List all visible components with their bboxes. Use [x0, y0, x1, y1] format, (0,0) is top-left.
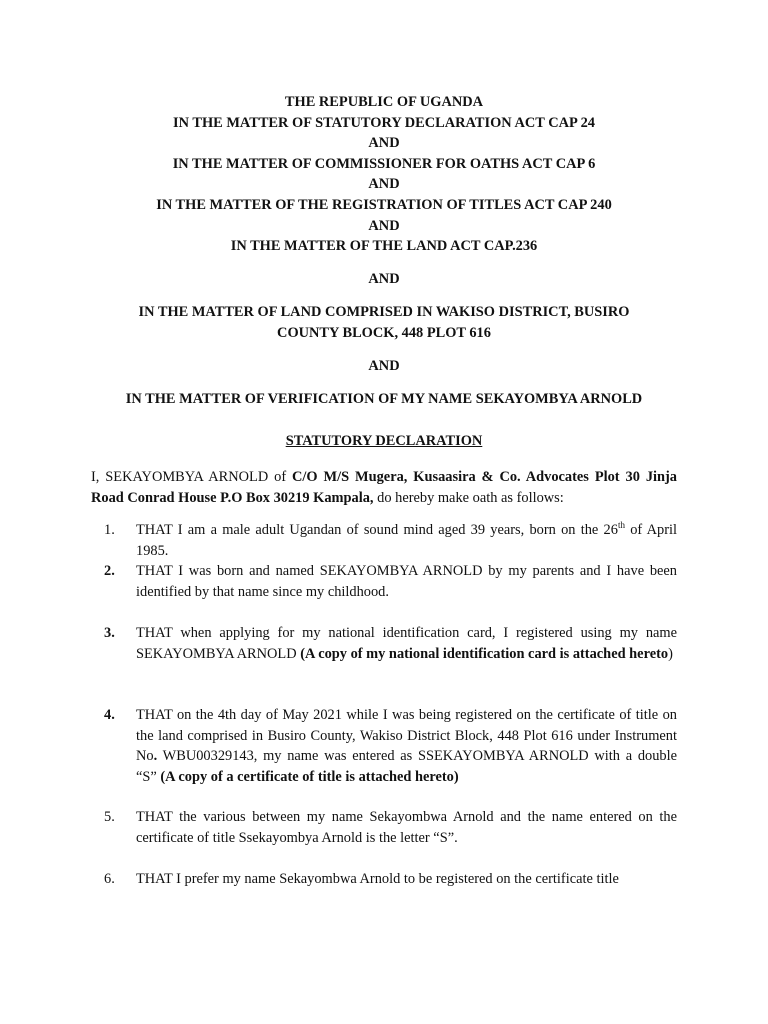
item-text: THAT the various between my name Sekayombwa Arnold and the name entered on the certificate of title Ssekayombya Arnold is the letter “S”.	[136, 809, 677, 846]
item-number: 3.	[104, 625, 115, 641]
attachment-note: (A copy of my national identification card is attached hereto	[300, 645, 669, 662]
intro-prefix: I, SEKAYOMBYA ARNOLD of	[91, 469, 293, 485]
verification-heading: IN THE MATTER OF VERIFICATION OF MY NAME SEKAYOMBYA ARNOLD	[125, 391, 643, 407]
document-title: STATUTORY DECLARATION	[285, 433, 483, 449]
item-text-part: THAT I am a male adult Ugandan of sound mind aged 39 years, born on the 26	[136, 522, 618, 538]
intro-suffix: do hereby make oath as follows:	[373, 489, 564, 506]
heading-line: IN THE MATTER OF THE REGISTRATION OF TITLES ACT CAP 240	[156, 196, 612, 213]
list-item	[91, 520, 677, 561]
item-text-part: WBU00329143, my name was entered as SSEKAYOMBYA ARNOLD with a double “S”	[136, 748, 677, 785]
heading-and: AND	[368, 271, 400, 287]
list-item	[91, 705, 677, 787]
list-item	[91, 623, 677, 664]
item-number: 5.	[104, 809, 115, 825]
land-matter-line: IN THE MATTER OF LAND COMPRISED IN WAKISO DISTRICT, BUSIRO	[138, 304, 630, 320]
item-text-part: THAT on the 4th day of May 2021 while I was being registered on the certificate of title on the land comprised in Busiro County, Wakiso District Block, 448 Plot 616 under Instrument No	[136, 707, 677, 765]
item-text: THAT I was born and named SEKAYOMBYA ARNOLD by my parents and I have been identified by that name since my childhood.	[136, 563, 677, 600]
heading-line: IN THE MATTER OF THE LAND ACT CAP.236	[230, 238, 538, 255]
item-number: 6.	[104, 871, 115, 887]
item-text	[136, 520, 677, 561]
land-matter-line: COUNTY BLOCK, 448 PLOT 616	[277, 324, 491, 341]
intro-address: C/O M/S Mugera, Kusaasira & Co. Advocates Plot 30 Jinja Road Conrad House P.O Box 30219 Kampala,	[91, 469, 677, 506]
item-text	[136, 705, 677, 787]
item-number: 2.	[104, 563, 115, 579]
list-item	[91, 561, 677, 602]
item-text-part: )	[668, 645, 673, 662]
list-item	[91, 869, 677, 890]
heading-block	[60, 92, 708, 257]
list-item	[91, 807, 677, 848]
ordinal-suffix: th	[617, 520, 625, 530]
item-text: THAT I prefer my name Sekayombwa Arnold to be registered on the certificate title	[136, 871, 619, 887]
heading-line: AND	[368, 135, 400, 152]
item-number: 4.	[104, 707, 115, 723]
attachment-note: (A copy of a certificate of title is attached hereto)	[160, 768, 459, 785]
heading-and: AND	[368, 358, 400, 374]
heading-line: THE REPUBLIC OF UGANDA	[284, 94, 484, 110]
item-text-part: .	[153, 748, 158, 765]
item-text	[136, 623, 677, 664]
item-text-part: of April 1985.	[136, 522, 677, 559]
land-matter-heading	[60, 302, 708, 343]
intro-paragraph	[91, 467, 677, 508]
heading-line: IN THE MATTER OF STATUTORY DECLARATION ACT CAP 24	[173, 114, 595, 131]
heading-line: IN THE MATTER OF COMMISSIONER FOR OATHS ACT CAP 6	[172, 155, 596, 172]
item-number: 1.	[104, 522, 115, 538]
heading-line: AND	[368, 176, 400, 193]
item-text-part: THAT when applying for my national identification card, I registered using my name SEKAYOMBYA ARNOLD	[136, 625, 677, 662]
heading-line: AND	[368, 217, 400, 234]
